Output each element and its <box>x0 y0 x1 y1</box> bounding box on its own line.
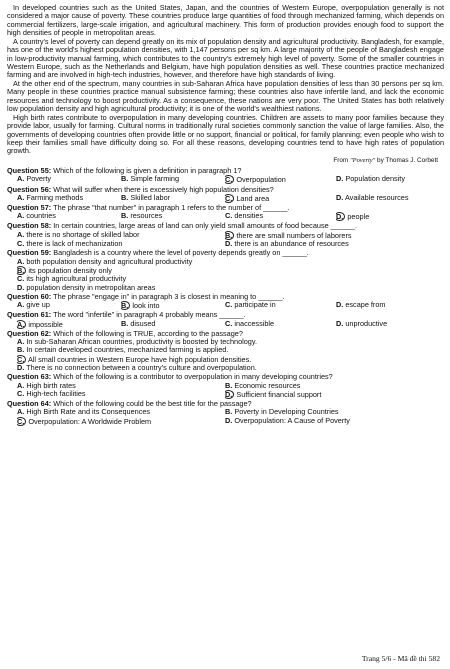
answer-options <box>7 175 444 184</box>
question-number: Question 55: <box>7 167 52 176</box>
question-number: Question 64: <box>7 400 52 409</box>
answer-option[interactable] <box>225 408 444 416</box>
answer-option[interactable] <box>17 212 121 221</box>
question-block <box>7 293 444 311</box>
question-block <box>7 330 444 373</box>
option-text: In sub-Saharan African countries, productivity is boosted by technology. <box>26 338 258 347</box>
option-text: Sufficient financial support <box>236 390 322 399</box>
question-stem <box>7 293 444 301</box>
answer-option[interactable] <box>225 175 336 184</box>
answer-option[interactable] <box>336 194 444 203</box>
option-text: impossible <box>28 319 63 329</box>
circled-answer-letter: D. <box>225 390 233 399</box>
answer-option[interactable] <box>17 408 225 416</box>
option-text: there is an abundance of resources <box>234 240 349 249</box>
option-text: Skilled labor <box>130 193 171 202</box>
question-stem <box>7 249 444 257</box>
option-text: High birth rates <box>26 381 76 390</box>
answer-option[interactable] <box>17 390 225 399</box>
answer-options <box>7 382 444 400</box>
answer-options <box>7 231 444 249</box>
option-text: There is no connection between a country's culture and overpopulation. <box>26 364 257 373</box>
option-text: Simple farming <box>130 175 180 184</box>
option-letter: B. <box>225 408 233 417</box>
option-text: there is no shortage of skilled labor <box>26 230 140 239</box>
answer-option[interactable] <box>17 258 444 266</box>
answer-option[interactable] <box>225 320 336 329</box>
question-stem <box>7 311 444 319</box>
option-text: look into <box>132 301 160 311</box>
option-text: All small countries in Western Europe have high population densities. <box>27 354 252 364</box>
answer-option[interactable] <box>121 212 225 221</box>
question-block <box>7 204 444 222</box>
option-text: there is lack of mechanization <box>26 240 123 249</box>
answer-option[interactable] <box>336 320 444 329</box>
source-title: "Poverty" <box>350 156 376 164</box>
question-number: Question 61: <box>7 311 52 320</box>
question-text: Which of the following is given a definition in paragraph 1? <box>53 167 242 176</box>
answer-option[interactable] <box>17 240 225 248</box>
question-number: Question 57: <box>7 204 52 212</box>
option-letter: A. <box>17 381 25 390</box>
passage-paragraph-4: High birth rates contribute to overpopulation in many developing countries. Children are assets to many poor families because they provide labor, usually for farming. Cultural norms in traditionally rural societies commonly sanction the value of large families. Also, the governments of developing countries often provide little or no support, financial or political, for family planning; even people who wish to keep their families small have difficulty doing so. For all these reasons, developing countries tend to have high rates of population growth. <box>7 112 444 156</box>
answer-option[interactable] <box>17 231 225 240</box>
answer-option[interactable] <box>17 364 444 372</box>
question-text: The phrase "engage in" in paragraph 3 is closest in meaning to ______. <box>53 292 285 301</box>
answer-option[interactable] <box>17 194 121 203</box>
option-text: High Birth Rate and its Consequences <box>26 408 151 417</box>
option-letter: A. <box>17 257 25 266</box>
circled-answer-letter: D. <box>336 212 344 222</box>
answer-options <box>7 338 444 372</box>
option-letter: B. <box>121 212 129 221</box>
option-letter: A. <box>17 301 25 310</box>
option-text: Overpopulation: A Cause of Poverty <box>234 416 350 425</box>
option-text: population density in metropolitan areas <box>26 283 156 292</box>
option-letter: A. <box>17 193 25 202</box>
circled-answer-letter: B. <box>121 301 129 311</box>
question-number: Question 62: <box>7 329 52 338</box>
option-letter: D. <box>336 193 344 202</box>
option-text: High-tech facilities <box>26 390 86 398</box>
option-text: unproductive <box>345 319 388 328</box>
question-text: The word "infertile" in paragraph 4 probably means ______. <box>53 311 246 320</box>
answer-option[interactable] <box>336 175 444 184</box>
option-letter: A. <box>17 230 25 239</box>
option-letter: A. <box>17 212 25 221</box>
circled-answer-letter: B. <box>225 230 233 240</box>
answer-option[interactable] <box>225 382 444 390</box>
option-letter: B. <box>225 381 233 390</box>
passage-paragraph-3: At the other end of the spectrum, many countries in sub-Saharan Africa have population densities of less than 30 persons per sq km. Many people in these countries practice manual subsistence farming; these countries also have infertile land, and lack the economic resources and technology to boost productivity. As a consequence, these nations are very poor. The United States has both relatively low population density and high agricultural productivity; it is one of the world's wealthiest nations. <box>7 79 444 114</box>
answer-options <box>7 212 444 221</box>
circled-answer-letter: A. <box>17 319 25 329</box>
option-text: participate in <box>234 301 276 310</box>
question-number: Question 63: <box>7 373 52 382</box>
option-text: both population density and agricultural productivity <box>26 257 193 266</box>
option-letter: A. <box>17 408 25 417</box>
answer-option[interactable] <box>17 355 444 364</box>
answer-option[interactable] <box>17 417 225 426</box>
option-text: there are small numbers of laborers <box>236 230 352 240</box>
option-text: In certain developed countries, mechanized farming is applied. <box>26 346 229 355</box>
question-block <box>7 373 444 399</box>
answer-option[interactable] <box>225 212 336 221</box>
question-stem <box>7 167 444 175</box>
passage-paragraph-1: In developed countries such as the United States, Japan, and the countries of Western Europe, overpopulation generally is not considered a major cause of poverty. These countries produce large quantities of food through mechanized farming, which depends on commercial fertilizers, large-scale irrigation, and agricultural machinery. This form of production provides enough food to support the high densities of people in metropolitan areas. <box>7 3 444 38</box>
option-letter: D. <box>17 364 25 373</box>
passage-paragraph-2: A country's level of poverty can depend greatly on its mix of population density and agricultural productivity. Bangladesh, for example, has one of the world's highest population densities, with 1,147 persons per sq km. A large majority of the people of Bangladesh engage in low-productivity manual farming, which contributes to the country's extremely high level of poverty. Some of the smaller countries in Western Europe, such as the Netherlands and Belgium, have high population densities as well. These countries practice mechanized farming and are involved in high-tech industries, however, and therefore have high standards of living. <box>7 36 444 80</box>
question-text: Which of the following is TRUE, according to the passage? <box>53 329 243 338</box>
option-text: Farming methods <box>26 193 84 202</box>
option-letter: D. <box>17 283 25 292</box>
option-text: countries <box>26 212 56 221</box>
passage-source: From "Poverty" by Thomas J. Corbett <box>333 156 438 164</box>
answer-option[interactable] <box>225 194 336 203</box>
answer-option[interactable] <box>225 390 444 399</box>
option-letter: B. <box>17 346 25 355</box>
question-stem <box>7 204 444 212</box>
question-stem <box>7 186 444 194</box>
question-block <box>7 222 444 248</box>
answer-option[interactable] <box>17 338 444 346</box>
option-letter: D. <box>336 301 344 310</box>
option-text: densities <box>234 212 264 221</box>
option-text: its high agricultural productivity <box>26 275 127 284</box>
circled-answer-letter: B. <box>17 266 25 275</box>
option-letter: C. <box>225 301 233 310</box>
option-text: Overpopulation: A Worldwide Problem <box>28 416 152 426</box>
answer-options <box>7 194 444 203</box>
answer-option[interactable] <box>225 417 444 426</box>
answer-option[interactable] <box>121 175 225 184</box>
question-number: Question 60: <box>7 292 52 301</box>
answer-option[interactable] <box>17 346 444 354</box>
question-text: What will suffer when there is excessively high population densities? <box>53 185 274 194</box>
answer-options <box>7 301 444 310</box>
option-text: Land area <box>236 193 270 203</box>
question-text: The phrase "that number" in paragraph 1 refers to the number of ______. <box>53 204 290 212</box>
option-letter: D. <box>336 319 344 328</box>
option-letter: A. <box>17 338 25 347</box>
option-text: Available resources <box>344 193 409 202</box>
option-text: Economic resources <box>234 381 301 390</box>
question-number: Question 59: <box>7 249 52 258</box>
answer-option[interactable] <box>17 275 444 283</box>
option-letter: A. <box>17 175 25 184</box>
answer-option[interactable] <box>17 284 444 292</box>
question-stem <box>7 330 444 338</box>
answer-option[interactable] <box>225 240 444 248</box>
answer-option[interactable] <box>336 301 444 310</box>
answer-option[interactable] <box>225 301 336 310</box>
page-footer: Trang 5/6 - Mã đề thi 582 <box>361 653 440 663</box>
option-text: Overpopulation <box>236 175 286 185</box>
option-letter: D. <box>225 416 233 425</box>
question-stem <box>7 222 444 230</box>
answer-option[interactable] <box>121 320 225 329</box>
answer-option[interactable] <box>17 175 121 184</box>
question-number: Question 58: <box>7 222 52 231</box>
option-text: Poverty <box>26 175 52 184</box>
option-letter: D. <box>336 175 344 184</box>
answer-options <box>7 320 444 329</box>
option-text: its population density only <box>28 266 112 275</box>
question-text: In certain countries, large areas of land can only yield small amounts of food because ______. <box>53 222 358 231</box>
answer-option[interactable] <box>17 320 121 329</box>
option-text: inaccessible <box>234 319 275 328</box>
option-letter: D. <box>225 240 233 249</box>
option-letter: C. <box>17 275 25 284</box>
circled-answer-letter: C. <box>17 354 25 364</box>
option-text: Poverty in Developing Countries <box>234 408 339 417</box>
answer-option[interactable] <box>17 266 444 275</box>
answer-option[interactable] <box>225 231 444 240</box>
option-text: escape from <box>345 301 386 310</box>
option-letter: B. <box>121 319 129 328</box>
option-letter: B. <box>121 175 129 184</box>
option-letter: C. <box>17 390 25 398</box>
question-text: Bangladesh is a country where the level of poverty depends greatly on ______. <box>53 249 309 258</box>
option-letter: C. <box>17 240 25 249</box>
option-text: give up <box>26 301 50 310</box>
answer-option[interactable] <box>17 301 121 310</box>
question-block <box>7 400 444 426</box>
question-list <box>7 167 444 426</box>
option-text: disused <box>130 319 156 328</box>
answer-option[interactable] <box>121 301 225 310</box>
question-stem <box>7 373 444 381</box>
question-text: Which of the following could be the best title for the passage? <box>53 400 252 409</box>
option-letter: B. <box>121 193 129 202</box>
question-stem <box>7 400 444 408</box>
option-text: people <box>347 212 370 222</box>
option-letter: C. <box>225 212 233 221</box>
answer-options <box>7 258 444 292</box>
question-block <box>7 311 444 329</box>
reading-passage <box>7 4 444 165</box>
question-block <box>7 249 444 292</box>
answer-option[interactable] <box>121 194 225 203</box>
answer-options <box>7 408 444 426</box>
circled-answer-letter: C. <box>225 175 233 185</box>
option-text: resources <box>130 212 163 221</box>
question-block <box>7 167 444 185</box>
answer-option[interactable] <box>336 212 444 221</box>
circled-answer-letter: C. <box>17 416 25 426</box>
circled-answer-letter: C. <box>225 193 233 203</box>
option-text: Population density <box>345 175 405 184</box>
question-block <box>7 186 444 204</box>
answer-option[interactable] <box>17 382 225 390</box>
question-text: Which of the following is a contributor to overpopulation in many developing countries? <box>53 373 333 382</box>
option-letter: C. <box>225 319 233 328</box>
question-number: Question 56: <box>7 185 52 194</box>
